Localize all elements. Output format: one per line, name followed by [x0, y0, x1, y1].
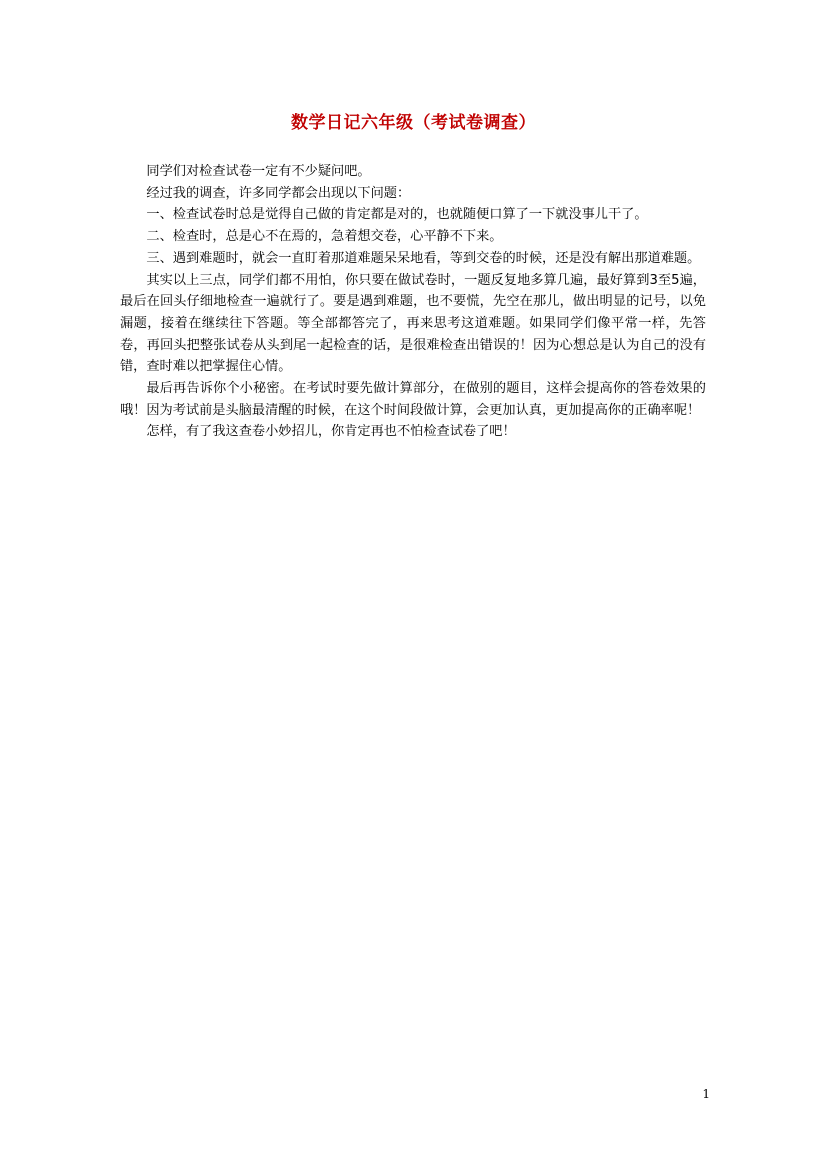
paragraph-advice: 其实以上三点，同学们都不用怕，你只要在做试卷时，一题反复地多算几遍，最好算到3至5遍，最后在回头仔细地检查一遍就行了。要是遇到难题，也不要慌，先空在那儿，做出明显的记号，以免漏题，接着在继续往下答题。等全部都答完了，再来思考这道难题。如果同学们像平常一样，先答卷，再回头把整张试卷从头到尾一起检查的话，是很难检查出错误的！因为心想总是认为自己的没有错，查时难以把掌握住心情。	[120, 272, 706, 375]
paragraph-conclusion: 怎样，有了我这查卷小妙招儿，你肯定再也不怕检查试卷了吧！	[146, 424, 516, 440]
paragraph-problem-3: 三、遇到难题时，就会一直盯着那道难题呆呆地看，等到交卷的时候，还是没有解出那道难题。	[146, 250, 701, 266]
page-number: 1	[702, 1087, 710, 1101]
paragraph-survey: 经过我的调查，许多同学都会出现以下问题：	[146, 185, 411, 201]
paragraph-problem-1: 一、检查试卷时总是觉得自己做的肯定都是对的，也就随便口算了一下就没事儿干了。	[146, 207, 648, 223]
document-body	[120, 161, 706, 443]
paragraph-problem-2: 二、检查时，总是心不在焉的，急着想交卷，心平静不下来。	[146, 229, 503, 245]
paragraph-intro: 同学们对检查试卷一定有不少疑问吧。	[146, 164, 371, 179]
paragraph-secret: 最后再告诉你个小秘密。在考试时要先做计算部分，在做别的题目，这样会提高你的答卷效果的哦！因为考试前是头脑最清醒的时候，在这个时间段做计算，会更加认真，更加提高你的正确率呢！	[120, 381, 706, 418]
document-title: 数学日记六年级（考试卷调查）	[291, 113, 536, 133]
